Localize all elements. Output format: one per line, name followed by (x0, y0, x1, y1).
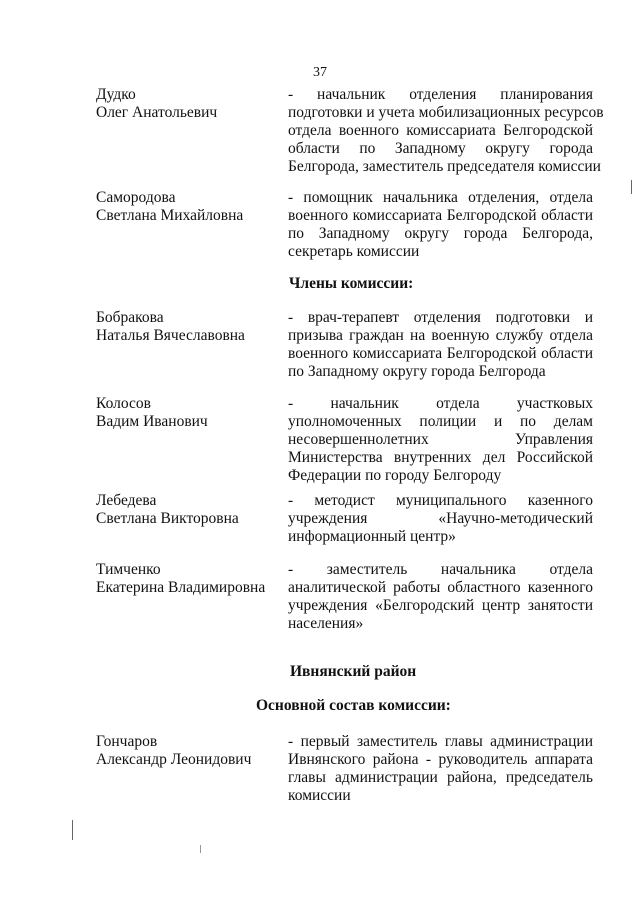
member-name: Лебедева Светлана Викторовна (96, 492, 239, 527)
member-role: - заместитель начальника отдела аналитической работы областного казенного учреждения «Белгородский центр занятости населения» (288, 561, 593, 632)
members-heading: Члены комиссии: (289, 275, 414, 292)
district-heading: Ивнянский район (290, 663, 417, 680)
member-name: Колосов Вадим Иванович (96, 395, 208, 430)
member-role: - помощник начальника отделения, отдела военного комиссариата Белгородской области по Западному округу города Белгорода, секретарь комиссии (288, 189, 593, 260)
main-composition-heading: Основной состав комиссии: (256, 697, 451, 714)
member-role: - методист муниципального казенного учреждения «Научно-методический информационный центр» (288, 492, 593, 545)
member-name: Самородова Светлана Михайловна (96, 189, 244, 224)
member-role: - первый заместитель главы администрации Ивнянского района - руководитель аппарата главы администрации района, председатель комиссии (288, 733, 593, 804)
scan-artifact (631, 180, 632, 194)
member-name: Дудко Олег Анатольевич (96, 86, 218, 121)
scan-artifact (200, 845, 201, 853)
scan-artifact (72, 820, 73, 840)
member-role: - начальник отделения планирования подготовки и учета мобилизационных ресурсов отдела военного комиссариата Белгородской области по Западному округу города Белгорода, заместитель председателя комиссии (288, 86, 604, 175)
page-number: 37 (313, 65, 327, 80)
member-name: Бобракова Наталья Вячеславовна (96, 309, 245, 344)
member-name: Гончаров Александр Леонидович (96, 733, 252, 768)
member-name: Тимченко Екатерина Владимировна (96, 561, 266, 596)
member-role: - начальник отдела участковых уполномоченных полиции и по делам несовершеннолетних Управления Министерства внутренних дел Российской Федерации по городу Белгороду (288, 395, 593, 484)
member-role: - врач-терапевт отделения подготовки и призыва граждан на военную службу отдела военного комиссариата Белгородской области по Западному округу города Белгорода (288, 309, 593, 380)
